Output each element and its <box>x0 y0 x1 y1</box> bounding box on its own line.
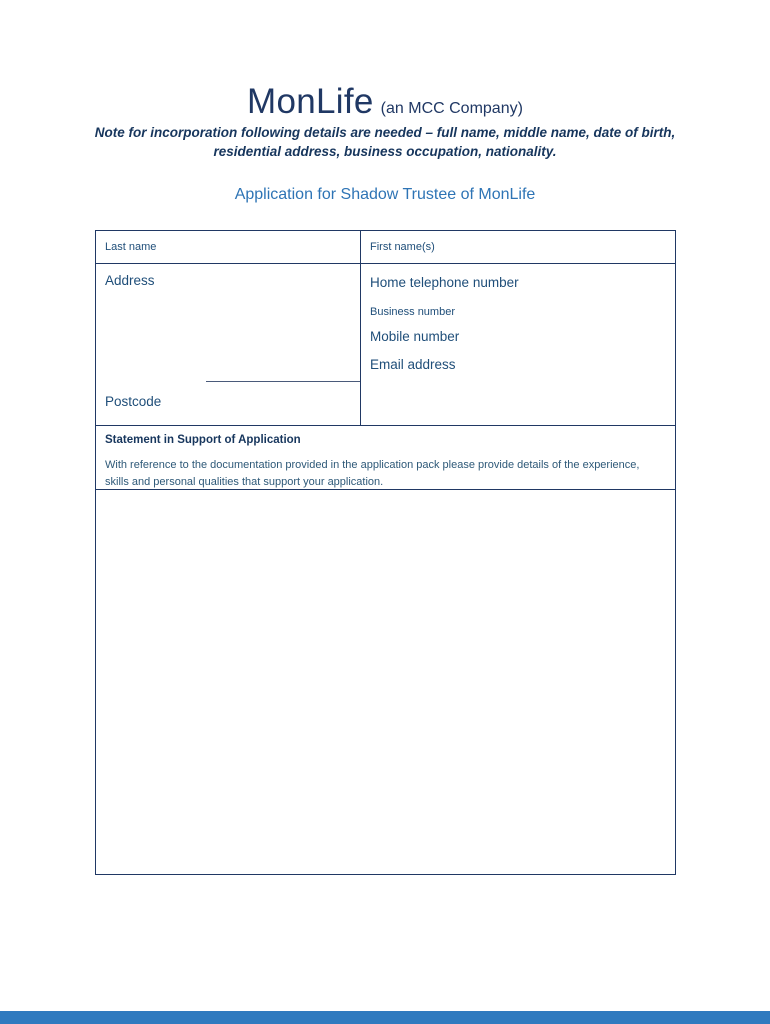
postcode-label: Postcode <box>105 394 162 409</box>
email-address-label: Email address <box>370 357 456 373</box>
statement-header-row <box>96 426 675 490</box>
address-label: Address <box>105 273 155 288</box>
home-telephone-label: Home telephone number <box>370 275 519 290</box>
bottom-toolbar-bar <box>0 1011 770 1024</box>
phone-field-cell[interactable] <box>361 264 675 425</box>
address-divider-line <box>206 381 360 382</box>
address-field-cell[interactable] <box>96 264 361 425</box>
first-name-field-cell[interactable] <box>361 231 675 263</box>
mobile-number-label: Mobile number <box>370 329 460 345</box>
statement-heading: Statement in Support of Application <box>105 434 301 446</box>
statement-instructions: With reference to the documentation provided in the application pack please provide details of the experience, skills and personal qualities that support your application. <box>105 459 640 488</box>
last-name-label: Last name <box>105 241 157 253</box>
doc-title-suffix: (an MCC Company) <box>380 100 523 117</box>
first-name-label: First name(s) <box>370 241 435 253</box>
statement-answer-box[interactable] <box>96 490 675 874</box>
name-row <box>96 231 675 264</box>
business-number-label: Business number <box>370 306 455 319</box>
incorporation-note: Note for incorporation following details are needed – full name, middle name, date of birth, residential address, business occupation, nationality. <box>94 125 676 159</box>
last-name-field-cell[interactable] <box>96 231 361 263</box>
contact-row <box>96 264 675 426</box>
page-title <box>0 82 770 122</box>
doc-subtitle: Application for Shadow Trustee of MonLife <box>234 186 536 203</box>
doc-title: MonLife <box>247 82 374 121</box>
application-form-table <box>95 230 676 875</box>
